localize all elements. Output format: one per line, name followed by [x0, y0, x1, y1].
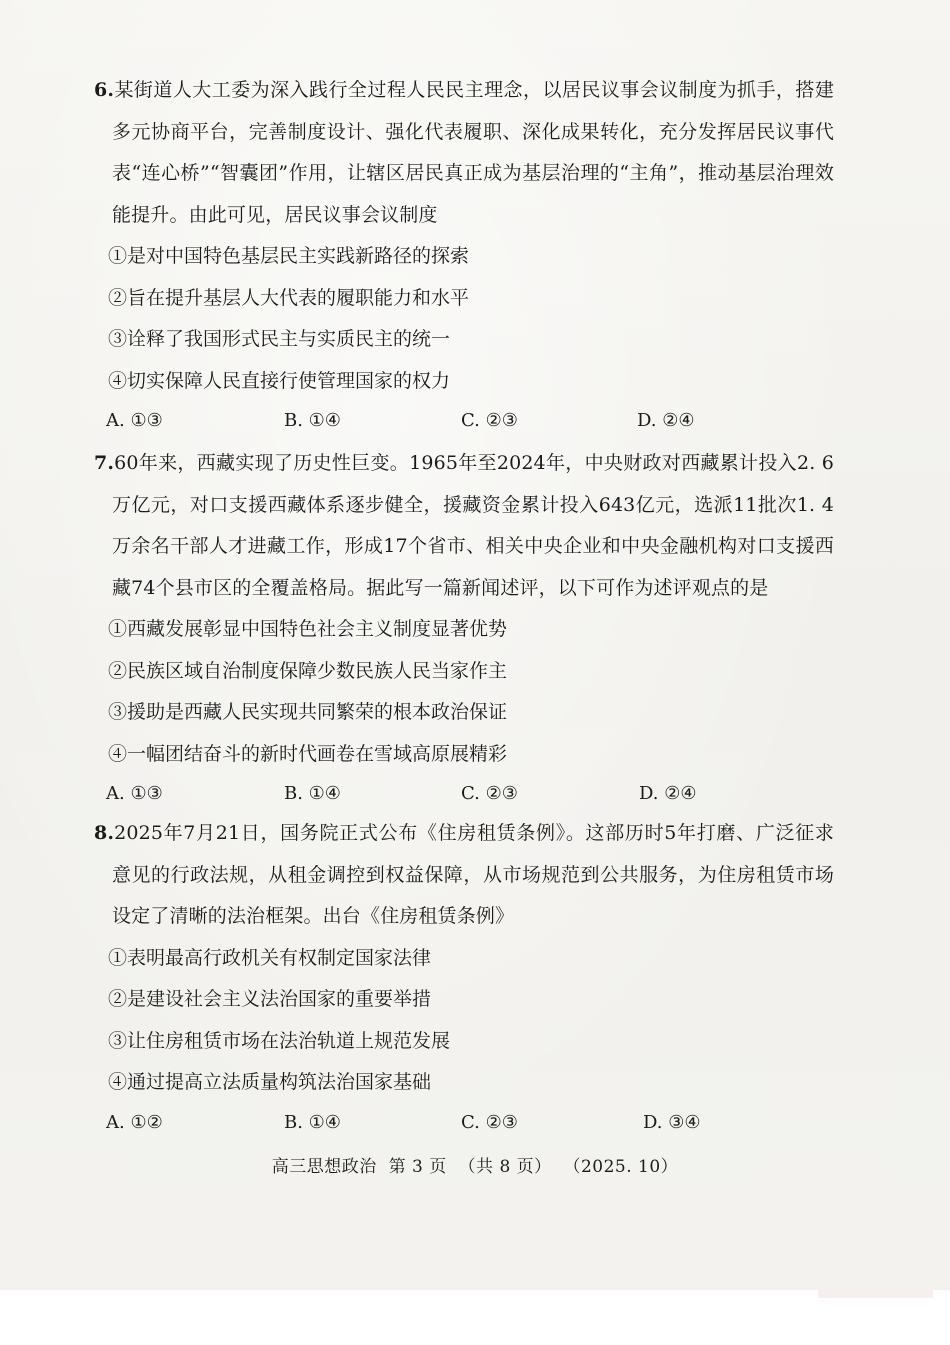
answer-choices — [94, 775, 834, 817]
statement-1: ①是对中国特色基层民主实践新路径的探索 — [108, 245, 470, 267]
question-text: 2025年7月21日，国务院正式公布《住房租赁条例》。这部历时5年打磨、广泛征求意见的行政法规，从租金调控到权益保障，从市场规范到公共服务，为住房租赁市场设定了清晰的法治框架。出台《住房租赁条例》 — [112, 822, 834, 927]
choice-a: A. ①③ — [106, 783, 163, 804]
choice-b: B. ①④ — [284, 1111, 341, 1133]
choice-a: A. ①③ — [106, 410, 163, 431]
statement-3: ③让住房租赁市场在法治轨道上规范发展 — [108, 1029, 451, 1052]
question-number: 8. — [94, 822, 115, 844]
choice-c: C. ②③ — [461, 783, 518, 804]
choice-c: C. ②③ — [461, 1111, 518, 1133]
question-7 — [94, 443, 834, 817]
answer-choices — [94, 1104, 834, 1146]
answer-choices — [94, 402, 834, 444]
choice-b: B. ①④ — [284, 783, 341, 804]
scan-artifact — [818, 1290, 933, 1298]
question-stem — [94, 813, 834, 938]
choice-c: C. ②③ — [461, 410, 518, 431]
question-number: 7. — [94, 452, 115, 474]
footer-date: （2025. 10） — [563, 1157, 679, 1177]
question-text: 60年来，西藏实现了历史性巨变。1965年至2024年，中央财政对西藏累计投入2. 6万亿元，对口支援西藏体系逐步健全，援藏资金累计投入643亿元，选派11批次1. 4万余名干部人才进藏工作，形成17个省市、相关中央企业和中央金融机构对口支援西藏74个县市区的全覆盖格局。据此写一篇新闻述评，以下可作为述评观点的是 — [112, 452, 834, 599]
statement-4: ④一幅团结奋斗的新时代画卷在雪域高原展精彩 — [108, 742, 508, 765]
page-footer — [0, 1152, 950, 1177]
statement-2: ②旨在提升基层人大代表的履职能力和水平 — [108, 286, 470, 309]
choice-a: A. ①② — [106, 1111, 163, 1133]
statement-1: ①表明最高行政机关有权制定国家法律 — [108, 946, 432, 969]
choice-d: D. ③④ — [643, 1111, 701, 1133]
statement-2: ②是建设社会主义法治国家的重要举措 — [108, 988, 432, 1010]
question-number: 6. — [94, 79, 115, 101]
statement-3: ③诠释了我国形式民主与实质民主的统一 — [108, 328, 451, 350]
question-stem — [94, 443, 834, 609]
question-8 — [94, 813, 834, 1146]
statement-4: ④切实保障人民直接行使管理国家的权力 — [108, 369, 451, 392]
statement-3: ③援助是西藏人民实现共同繁荣的根本政治保证 — [108, 701, 508, 723]
statement-4: ④通过提高立法质量构筑法治国家基础 — [108, 1071, 432, 1093]
choice-d: D. ②④ — [639, 783, 697, 804]
statement-1: ①西藏发展彰显中国特色社会主义制度显著优势 — [108, 618, 508, 640]
footer-page-number: 第 3 页 — [388, 1157, 447, 1177]
statement-2: ②民族区域自治制度保障少数民族人民当家作主 — [108, 659, 508, 682]
footer-total-pages: （共 8 页） — [458, 1157, 552, 1177]
question-text: 某街道人大工委为深入践行全过程人民民主理念，以居民议事会议制度为抓手，搭建多元协商平台，完善制度设计、强化代表履职、深化成果转化，充分发挥居民议事代表“连心桥”“智囊团”作用，让辖区居民真正成为基层治理的“主角”，推动基层治理效能提升。由此可见，居民议事会议制度 — [112, 79, 834, 226]
choice-d: D. ②④ — [637, 410, 695, 431]
footer-subject: 高三思想政治 — [271, 1157, 377, 1177]
choice-b: B. ①④ — [284, 410, 341, 431]
question-stem — [94, 70, 834, 236]
question-6 — [94, 70, 834, 444]
